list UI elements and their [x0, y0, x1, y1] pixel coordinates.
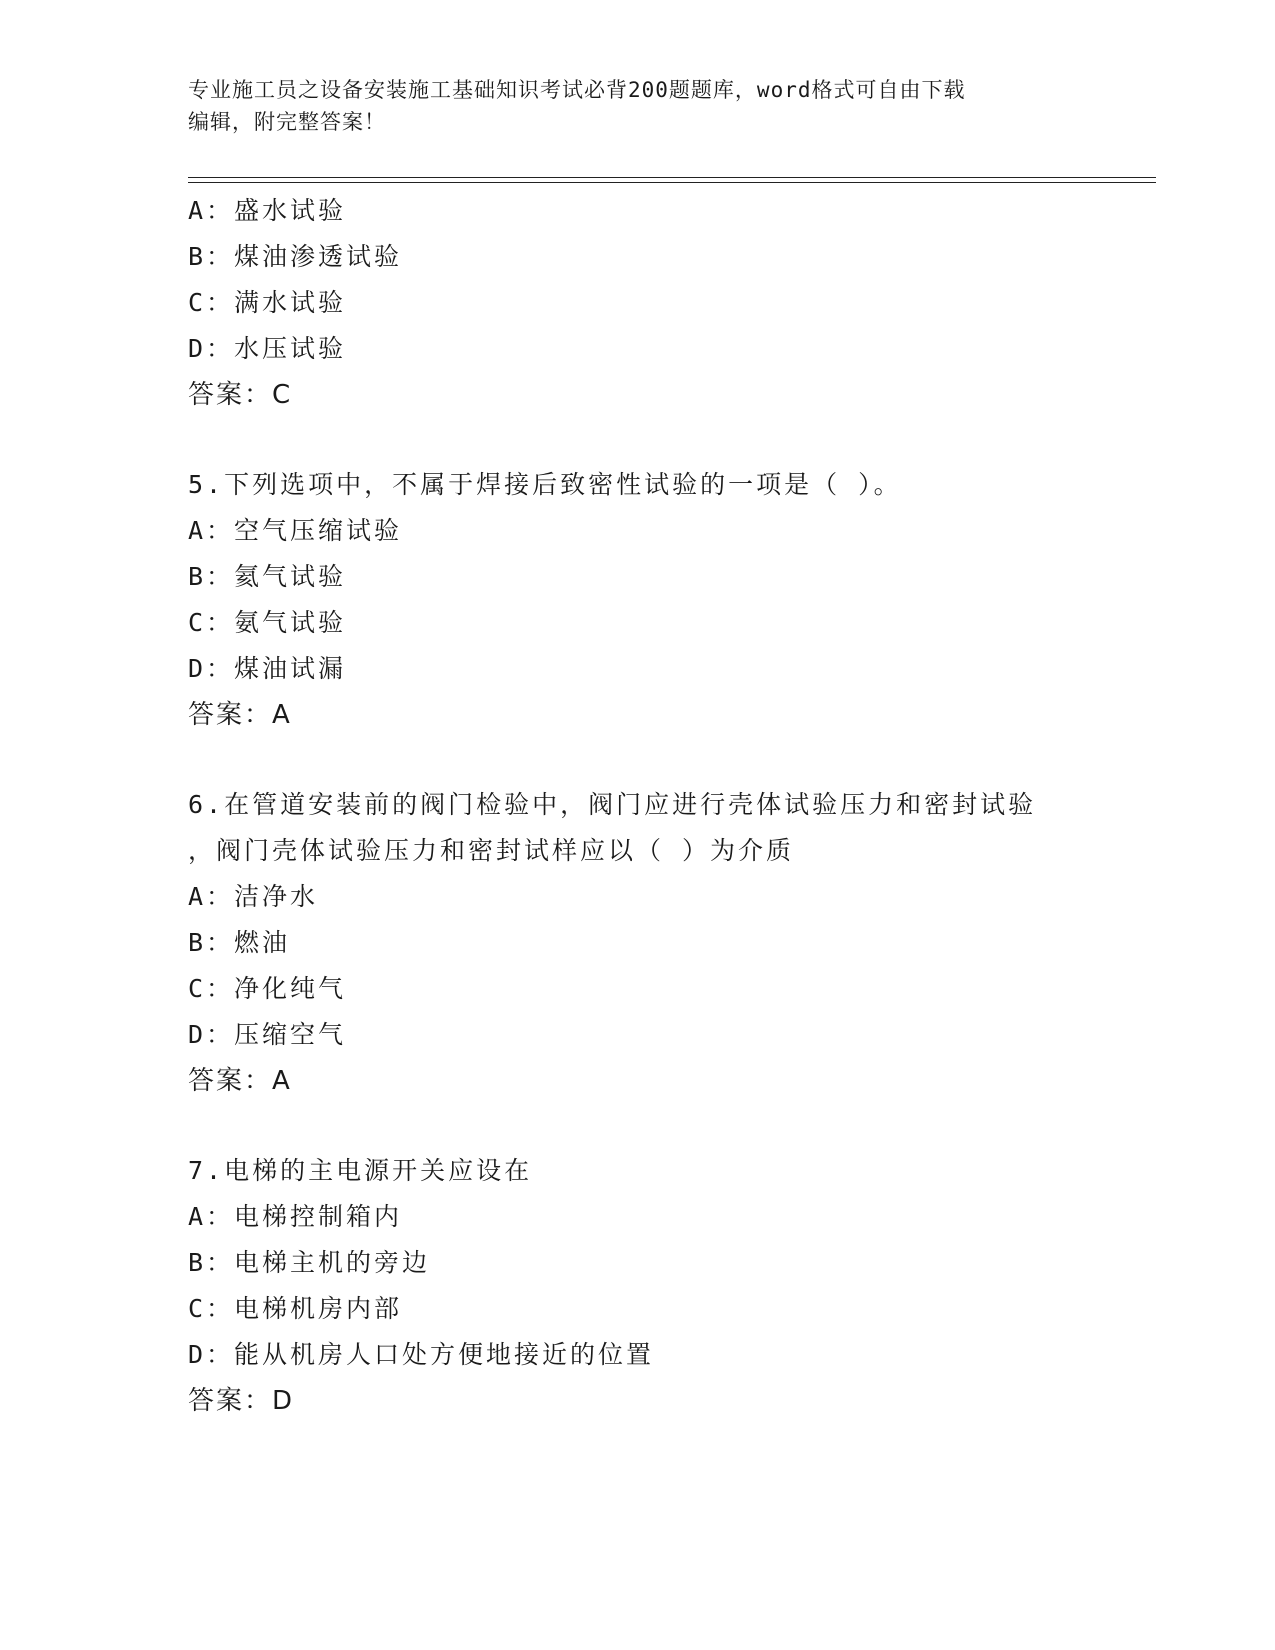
question-list: [188, 188, 1148, 1424]
option-text: 电梯机房内部: [234, 1294, 403, 1323]
option-text: 洁净水: [234, 882, 319, 911]
option-d: [188, 646, 1148, 692]
option-text: 净化纯气: [234, 974, 347, 1003]
option-a: [188, 508, 1148, 554]
header-divider-top: [188, 177, 1156, 178]
question-text-continued: ，阀门壳体试验压力和密封试样应以（ ）为介质: [188, 836, 795, 865]
question-block-6: [188, 782, 1148, 1104]
question-text: 5.下列选项中，不属于焊接后致密性试验的一项是（ ）。: [188, 470, 902, 499]
option-c: [188, 280, 1148, 326]
option-text: 空气压缩试验: [234, 516, 403, 545]
spacer: [188, 1104, 1148, 1148]
option-key: C：: [188, 1294, 235, 1323]
option-c: [188, 1286, 1148, 1332]
option-key: B：: [188, 1248, 235, 1277]
page-header: [188, 74, 1088, 138]
option-d: [188, 1012, 1148, 1058]
question-block-5: [188, 462, 1148, 738]
option-b: [188, 920, 1148, 966]
option-key: D：: [188, 654, 235, 683]
header-title-line-1: 专业施工员之设备安装施工基础知识考试必背200题题库，word格式可自由下载: [188, 78, 966, 102]
option-text: 煤油渗透试验: [234, 242, 403, 271]
option-d: [188, 1332, 1148, 1378]
option-text: 燃油: [234, 928, 291, 957]
question-text: 6.在管道安装前的阀门检验中，阀门应进行壳体试验压力和密封试验: [188, 790, 1037, 819]
answer-line: 答案：D: [188, 1386, 295, 1416]
header-title-line-2: 编辑，附完整答案！: [188, 110, 386, 134]
option-key: A：: [188, 882, 235, 911]
option-key: B：: [188, 242, 235, 271]
option-text: 水压试验: [234, 334, 347, 363]
option-text: 氨气试验: [234, 608, 347, 637]
option-key: C：: [188, 288, 235, 317]
option-text: 压缩空气: [234, 1020, 347, 1049]
option-a: [188, 874, 1148, 920]
option-a: [188, 1194, 1148, 1240]
option-text: 电梯主机的旁边: [234, 1248, 431, 1277]
answer-line: 答案：A: [188, 1066, 292, 1096]
option-key: C：: [188, 608, 235, 637]
answer-line: 答案：C: [188, 380, 293, 410]
option-key: B：: [188, 562, 235, 591]
option-key: C：: [188, 974, 235, 1003]
spacer: [188, 738, 1148, 782]
option-d: [188, 326, 1148, 372]
spacer: [188, 418, 1148, 462]
option-text: 电梯控制箱内: [234, 1202, 403, 1231]
option-key: D：: [188, 1340, 235, 1369]
option-b: [188, 234, 1148, 280]
option-key: A：: [188, 1202, 235, 1231]
option-key: B：: [188, 928, 235, 957]
option-b: [188, 1240, 1148, 1286]
option-text: 满水试验: [234, 288, 347, 317]
question-text: 7.电梯的主电源开关应设在: [188, 1156, 533, 1185]
option-text: 盛水试验: [234, 196, 347, 225]
option-c: [188, 966, 1148, 1012]
option-text: 煤油试漏: [234, 654, 347, 683]
answer-line: 答案：A: [188, 700, 292, 730]
question-block-7: [188, 1148, 1148, 1424]
header-divider-bottom: [188, 182, 1156, 183]
option-key: A：: [188, 196, 235, 225]
option-key: D：: [188, 1020, 235, 1049]
question-block-partial: [188, 188, 1148, 418]
option-key: A：: [188, 516, 235, 545]
option-key: D：: [188, 334, 235, 363]
option-text: 能从机房人口处方便地接近的位置: [234, 1340, 655, 1369]
option-text: 氦气试验: [234, 562, 347, 591]
option-c: [188, 600, 1148, 646]
option-a: [188, 188, 1148, 234]
option-b: [188, 554, 1148, 600]
